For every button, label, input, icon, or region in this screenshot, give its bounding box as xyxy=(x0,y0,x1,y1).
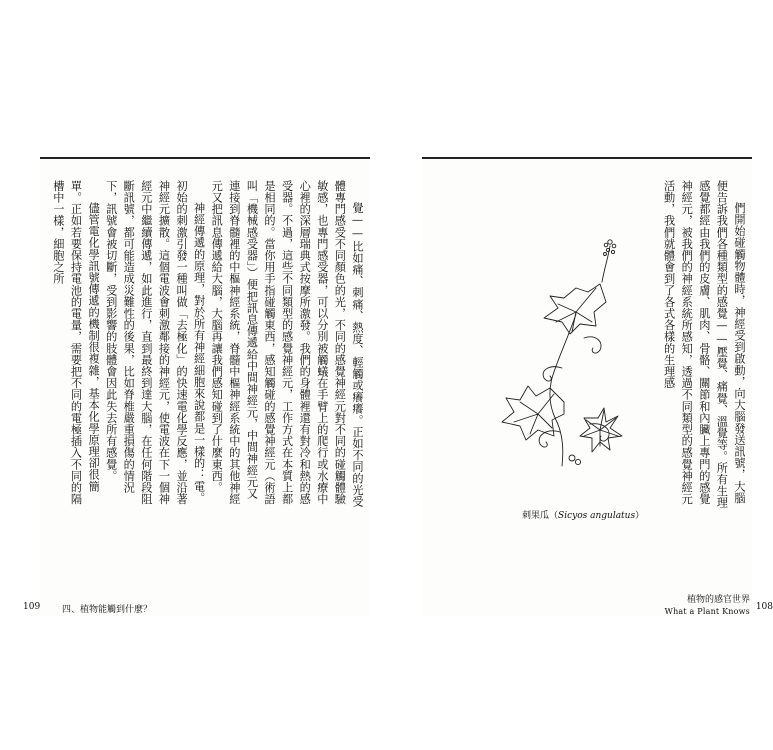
running-head xyxy=(665,595,750,617)
caption-chinese: 刺果瓜 xyxy=(522,511,550,521)
running-head-title: 植物的感官世界 xyxy=(686,595,750,605)
running-head-english: What a Plant Knows xyxy=(664,607,750,616)
running-head: 四、植物能觸到什麼？ xyxy=(62,605,153,615)
top-rule xyxy=(40,157,370,159)
body-text xyxy=(51,180,366,510)
paragraph: 神經傳遞的原理，對於所有神經細胞來說都是一樣的：電。初始的刺激引發一種叫做「去極化」的快速電化學反應，並沿著神經元擴散。這個電波會刺激鄰接的神經元，使電波在下一個神經元中繼續傳遞，如此進行，直到最終到達大腦，在任何階段阻斷訊號，都可能造成災難性的後果，比如脊椎嚴重損傷的情況下，訊號會被切斷，受到影響的肢體會因此失去所有感覺。 xyxy=(104,180,206,505)
right-page xyxy=(422,158,773,616)
page-number: 108 xyxy=(755,602,773,612)
top-rule xyxy=(422,157,752,159)
figure-caption: 刺果瓜（Sicyos angulatus） xyxy=(522,511,645,521)
paragraph: 覺——比如痛、刺痛、熱度、輕觸或癢癢。正如不同的光受體專門感受不同顏色的光，不同的感覺神經元對不同的碰觸體驗敏感，也專門感受器，可以分別被觸蟻在手臂上的爬行或水療中心裡的深層瑞典式按摩所激發。我們的身體裡還有對冷和熱的感受器。不過，這些不同類型的感覺神經元，工作方式在本質上都是相同的。當你用手指碰觸東西，感知觸碰的感覺神經元（術語叫「機械感受器」）便把訊息傳遞給中間神經元，中間神經元又連接到脊髓裡的中樞神經系統，脊髓中樞神經系統中的其他神經元又把訊息傳遞給大腦，大腦再讓我們感知碰到了什麼東西。 xyxy=(210,180,364,508)
sicyos-plant-illustration-icon xyxy=(492,218,632,488)
left-page xyxy=(23,158,370,616)
paragraph: 們開始碰觸物體時，神經受到啟動，向大腦發送訊號，大腦便告訴我們各種類型的感覺——壓覺、痛覺、溫覺等。所有生理感覺都經由我們的皮膚、肌肉、骨骼、關節和內臟上專門的感覺神經元，被我們的神經系統所感知，透過不同類型的感覺神經元活動，我們就體會到了各式各樣的生理感 xyxy=(662,180,746,509)
page-number: 109 xyxy=(23,602,41,612)
paragraph: 儘管電化學訊號傳遞的機制很複雜，基本化學原理卻很簡單。正如若要保持電池的電量，需要把不同的電極插入不同的隔槽中一樣，細胞之所 xyxy=(51,180,101,505)
caption-latin: Sicyos angulatus xyxy=(558,511,636,521)
